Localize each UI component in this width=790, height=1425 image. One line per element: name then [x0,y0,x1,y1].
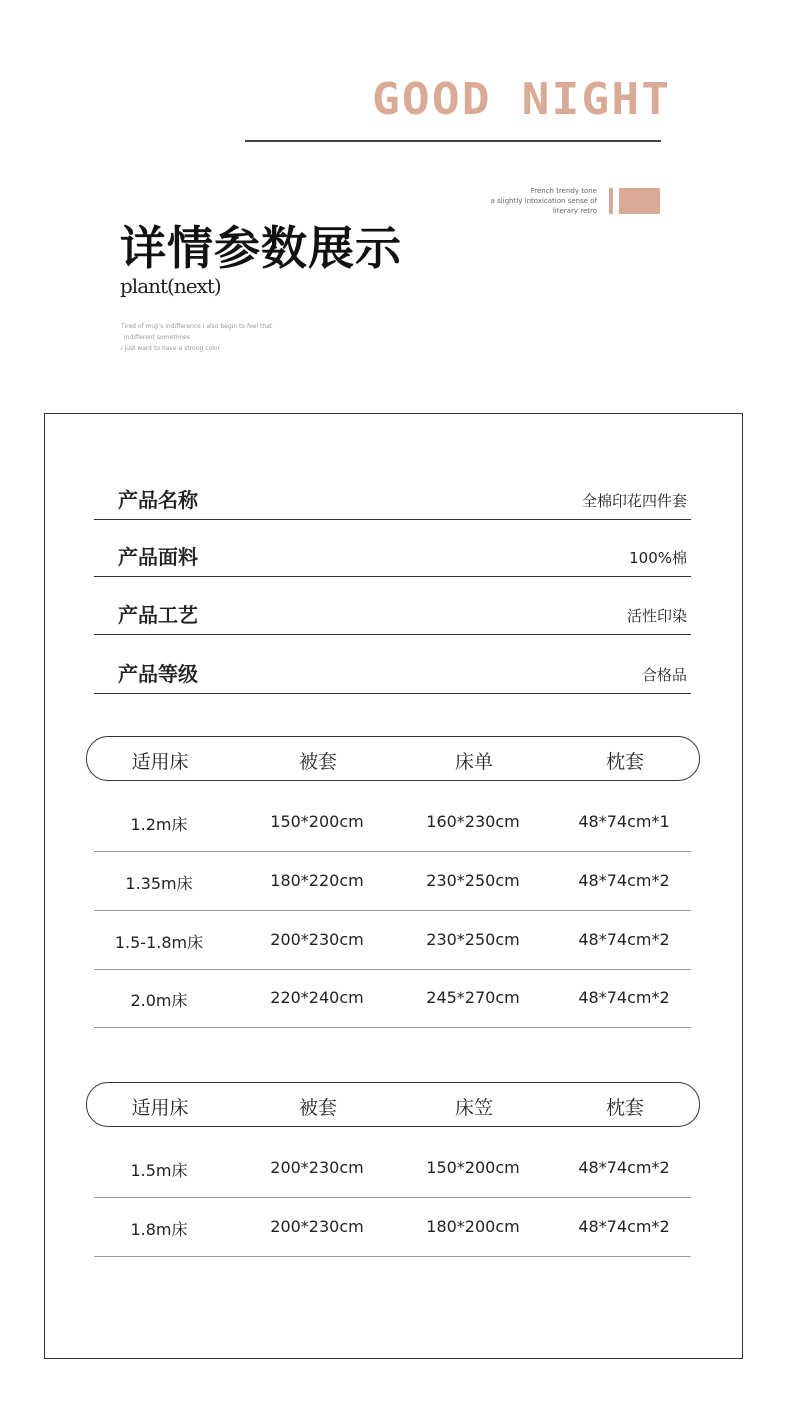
table-cell: 150*200cm [426,1158,520,1177]
table-cell: 1.35m床 [125,874,193,893]
header-cell: 床笠 [454,1097,493,1119]
table-cell: 200*230cm [270,1158,364,1177]
table-row [94,792,691,852]
brand-heading: GOOD NIGHT [372,74,672,125]
param-row [94,636,691,694]
accent-bar [609,188,613,214]
param-value: 100%棉 [629,549,687,567]
table-cell: 180*200cm [426,1217,520,1236]
table-cell: 200*230cm [270,1217,364,1236]
table-cell: 200*230cm [270,930,364,949]
table-row [94,1138,691,1198]
table-cell: 150*200cm [270,812,364,831]
param-label: 产品等级 [118,662,198,686]
table-header [86,736,700,781]
table-cell: 160*230cm [426,812,520,831]
page-title: 详情参数展示 [120,221,402,275]
tagline-line: literary retro [552,207,597,215]
small-text-line: indifferent sometimes [124,334,190,341]
table-cell: 1.2m床 [130,815,188,834]
header-cell: 床单 [454,751,493,773]
table-cell: 180*220cm [270,871,364,890]
table-cell: 48*74cm*2 [578,988,670,1007]
table-cell: 48*74cm*2 [578,1217,670,1236]
param-value: 合格品 [641,666,687,684]
tagline-line: a slightly intoxication sense of [490,197,597,205]
small-text [121,321,272,354]
table-row [94,1197,691,1257]
tagline-line: French trendy tone [530,187,597,195]
table-cell: 48*74cm*2 [578,930,670,949]
table-cell: 1.5m床 [130,1161,188,1180]
table-cell: 220*240cm [270,988,364,1007]
header-cell: 适用床 [131,1097,189,1119]
header-cell: 枕套 [605,751,644,773]
divider [245,140,661,142]
table-cell: 1.8m床 [130,1220,188,1239]
header-cell: 适用床 [131,751,189,773]
table-row [94,910,691,970]
table-cell: 230*250cm [426,871,520,890]
accent-block [619,188,660,214]
table-row [94,851,691,911]
param-label: 产品名称 [118,488,198,512]
subtitle: plant(next) [120,274,221,298]
param-label: 产品工艺 [118,603,198,627]
table-cell: 2.0m床 [130,991,188,1010]
table-row [94,968,691,1028]
table-header [86,1082,700,1127]
param-label: 产品面料 [118,545,198,569]
table-cell: 48*74cm*1 [578,812,670,831]
param-value: 活性印染 [626,607,687,625]
table-cell: 1.5-1.8m床 [114,933,204,952]
param-row [94,577,691,635]
header-cell: 被套 [298,751,337,773]
tagline [491,186,597,216]
param-value: 全棉印花四件套 [581,492,687,510]
table-cell: 48*74cm*2 [578,1158,670,1177]
header-cell: 枕套 [605,1097,644,1119]
small-text-line: i just want to have a strong color [121,345,220,352]
small-text-line: Tired of muji's indifference i also begin to feel that [121,323,273,330]
table-cell: 230*250cm [426,930,520,949]
param-row [94,519,691,577]
table-cell: 245*270cm [426,988,520,1007]
table-cell: 48*74cm*2 [578,871,670,890]
param-row [94,462,691,520]
header-cell: 被套 [298,1097,337,1119]
